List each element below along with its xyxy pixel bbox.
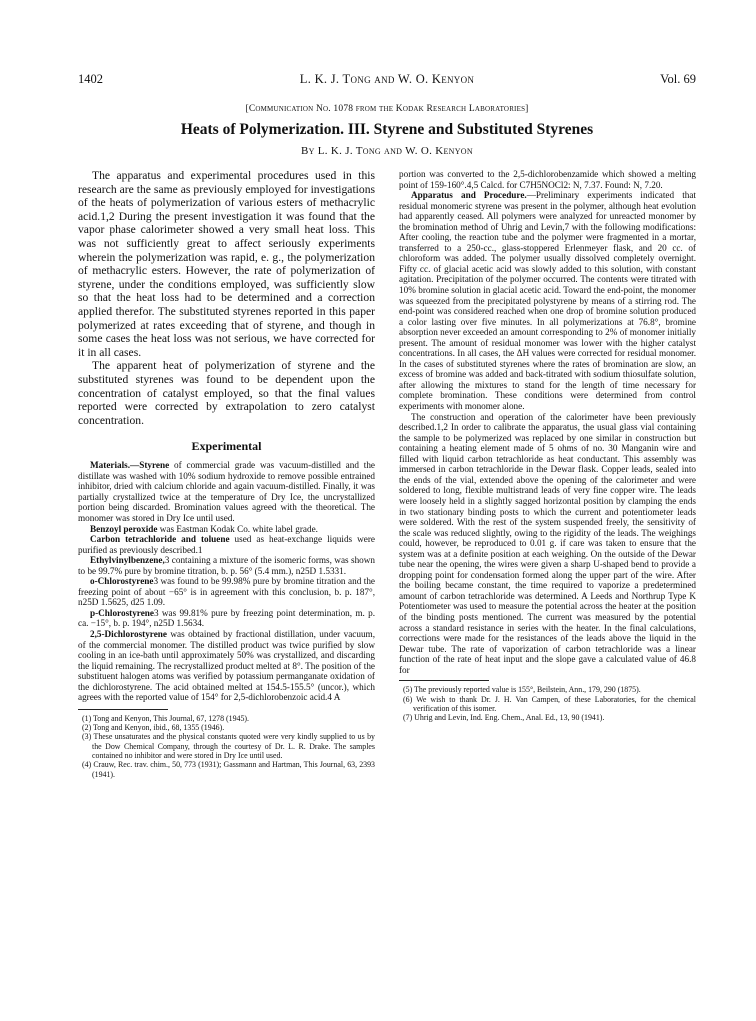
footnote: (2) Tong and Kenyon, ibid., 68, 1355 (1946). (82, 723, 225, 733)
footnote: (3) These unsaturates and the physical constants quoted were very kindly supplied to us by the Dow Chemical Company, through the courtesy of Dr. L. R. Drake. The samples contained no inhibitor and were stored in Dry Ice until used. (82, 732, 375, 761)
body-paragraph (78, 460, 375, 523)
footnote: (6) We wish to thank Dr. J. H. Van Campen, of these Laboratories, for the chemical verification of this isomer. (403, 694, 696, 713)
paragraph-lead-in: p-Chlorostyrene (90, 607, 154, 618)
byline: By L. K. J. Tong and W. O. Kenyon (301, 145, 473, 157)
paragraph-text: portion was converted to the 2,5-dichlorobenzamide which showed a melting point of 159-160°.4,5 Calcd. for C7H5NOCl2: N, 7.37. Found: N, 7.20. (399, 169, 696, 190)
right-paragraphs (399, 169, 696, 675)
running-header (78, 72, 696, 90)
left-column (78, 169, 375, 779)
footnotes (399, 685, 696, 722)
paragraph-text: 3 containing a mixture of the isomeric forms, was shown to be 99.7% pure by bromine titration, b. p. 56° (5.4 mm.), n25D 1.5331. (78, 555, 375, 576)
footnotes (78, 714, 375, 779)
communication-line: [Communication No. 1078 from the Kodak Research Laboratories] (245, 104, 529, 114)
paragraph-text: 3 was found to be 99.98% pure by bromine titration and the freezing point of about −65° is in agreement with this conclusion, b. p. 187°, n25D 1.5625, d25 1.09. (78, 576, 375, 608)
footnote: (5) The previously reported value is 155°, Beilstein, Ann., 179, 290 (1875). (403, 685, 641, 695)
body-paragraph (78, 629, 375, 703)
paragraph-lead-in: 2,5-Dichlorostyrene (90, 629, 167, 640)
footnote-rule (78, 709, 168, 710)
paragraph-lead-in: Apparatus and Procedure. (411, 190, 527, 201)
paragraph-lead-in: Ethylvinylbenzene, (90, 555, 165, 566)
paragraph-text: 3 was 99.81% pure by freezing point determination, m. p. ca. −15°, b. p. 194°, n25D 1.5634. (78, 607, 375, 629)
page-number: 1402 (78, 72, 103, 86)
paragraph-lead-in: Carbon tetrachloride and toluene (90, 534, 230, 545)
footnote-rule (399, 680, 489, 681)
footnote: (7) Uhrig and Levin, Ind. Eng. Chem., Anal. Ed., 13, 90 (1941). (403, 713, 605, 723)
body-paragraph (399, 412, 696, 676)
paragraph-text: was obtained by fractional distillation, under vacuum, of the commercial monomer. The distilled product was twice purified by slow cooling in an ice-bath until approximately 50% was crystallized, and discarding the liquid remaining. The recrystallized product melted at 8°. The position of the substituent halogen atoms was verified by potassium permanganate oxidation of the dichlorostyrene. The acid obtained melted at 154.5-155.5° (uncor.), which agrees with the reported value of 154° for 2,5-dichlorobenzoic acid.4 A (78, 629, 375, 703)
body-paragraph (78, 608, 375, 629)
body-paragraph (78, 524, 375, 535)
intro-paragraph: The apparatus and experimental procedures used in this research are the same as previously employed for investigations of the heats of polymerization of various esters of methacrylic acid.1,2 During the present investigation it was found that the vapor phase calorimeter showed a very small heat loss. This was not sufficiently great to affect seriously experiments wherein the polymerization was rapid, e. g., the polymerization of methacrylic esters. However, the rate of polymerization of styrene, under the conditions employed, was sufficiently slow so that the heat loss had to be determined and a correction applied therefor. The substituted styrenes reported in this paper polymerized at rates exceeding that of styrene, and though in some cases the heat loss was not serious, we have corrected for it in all cases. (78, 169, 375, 359)
paragraph-lead-in: Materials.—Styrene (90, 460, 170, 471)
body-paragraph (78, 576, 375, 608)
paragraph-text: —Preliminary experiments indicated that residual monomeric styrene was present in the polymer, although heat evolution had apparently ceased. All polymers were analyzed for unreacted monomer by the bromination method of Uhrig and Levin,7 with the following modifications: After cooling, the reaction tube and the polymer were fragmented in a mortar, transferred to a 250-cc., glass-stoppered Erlenmeyer flask, and 20 cc. of chloroform was added. The polymer usually dissolved completely overnight. Fifty cc. of glacial acetic acid was slowly added to this solution, with constant agitation. Precipitation of the polymer occurred. The contents were titrated with 10% bromine solution in glacial acetic acid. Toward the end-point, the monomer was squeezed from the precipitated polystyrene by means of a stirring rod. The end-point was considered reached when one drop of bromine solution produced a color lasting over five minutes. In all polymerizations at 76.8°, bromine absorption never exceeded an amount corresponding to 2% of monomer initially present. The amount of residual monomer was lower with the higher catalyst concentrations. In all cases, the ΔH values were corrected for residual monomer. In the cases of substituted styrenes where the rates of bromination are slow, an excess of bromine was added and back-titrated with sodium thiosulfate solution, after allowing the mixtures to stand for the length of time necessary for complete bromination. These conditions were determined from control experiments with monomer alone. (399, 190, 696, 412)
paragraph-text: used as heat-exchange liquids were purified as previously described.1 (78, 534, 375, 555)
paragraph-lead-in: o-Chlorostyrene (90, 576, 154, 587)
body-columns (78, 169, 696, 779)
article-title: Heats of Polymerization. III. Styrene and Substituted Styrenes (180, 121, 594, 138)
footnote: (1) Tong and Kenyon, This Journal, 67, 1278 (1945). (82, 713, 250, 723)
body-paragraph (399, 169, 696, 190)
paragraph-text: was Eastman Kodak Co. white label grade. (157, 523, 318, 534)
body-paragraph (399, 190, 696, 411)
materials-list (78, 460, 375, 703)
paragraph-text: The construction and operation of the calorimeter have been previously described.1,2 In order to calibrate the apparatus, the usual glass vial containing the sample to be polymerized was replaced by one similar in construction but containing a heating element made of 5 ohms of no. 30 Manganin wire and filled with liquid carbon tetrachloride as heat conductant. This assembly was immersed in carbon tetrachloride in the Dewar flask. Copper leads, sealed into the ends of the vial, extended above the opening of the calorimeter and were soldered to long, flexible multistrand leads of very fine copper wire. The leads were loosely held in a slightly sagged horizontal position by clamping the ends in two stationary binding posts to which the current and potentiometer leads were soldered. With the rest of the system suspended freely, the sensitivity of the scale was reduced slightly, owing to the rigidity of the leads. The weighings could, however, be reproduced to 0.01 g. if care was taken to ensure that the system was at a definite position at each weighing. On the outside of the Dewar tube near the opening, the wires were given a sharp U-shaped bend to provide a dropping point for condensation formed along the upper part of the wire. After the boiling became constant, the time required to vaporize a predetermined amount of carbon tetrachloride was determined. A Leeds and Northrup Type K Potentiometer was used to measure the potential across the heater at the position of the binding posts mentioned. The current was measured by the potential across a standard resistance in series with the heater. In the final calculations, corrections were made for the resistances of the leads above the liquid in the Dewar tube. The rate of vaporization of carbon tetrachloride was a linear function of the rate of heat input and the slope gave a calculated value of 46.8 for (399, 411, 696, 675)
section-heading: Experimental (191, 439, 262, 454)
running-authors: L. K. J. Tong and W. O. Kenyon (299, 72, 475, 86)
paragraph-text: of commercial grade was vacuum-distilled and the distillate was washed with 10% sodium hydroxide to remove possible entrained inhibitor, dried with calcium chloride and again vacuum-distilled. Finally, it was partially crystallized twice at the temperature of Dry Ice, the uncrystallized portion being discarded. Bromination values agreed with the theoretical. The monomer was stored in Dry Ice until used. (78, 460, 375, 524)
intro-paragraph: The apparent heat of polymerization of styrene and the substituted styrenes was found to be dependent upon the concentration of catalyst employed, so that the final values reported were corrected by extrapolation to zero catalyst concentration. (78, 359, 375, 427)
body-paragraph (78, 555, 375, 576)
footnote: (4) Crauw, Rec. trav. chim., 50, 773 (1931); Gassmann and Hartman, This Journal, 63, 2393 (1941). (82, 760, 375, 779)
body-paragraph (78, 534, 375, 555)
right-column (399, 169, 696, 779)
paragraph-lead-in: Benzoyl peroxide (90, 523, 158, 534)
volume-label: Vol. 69 (660, 72, 696, 86)
